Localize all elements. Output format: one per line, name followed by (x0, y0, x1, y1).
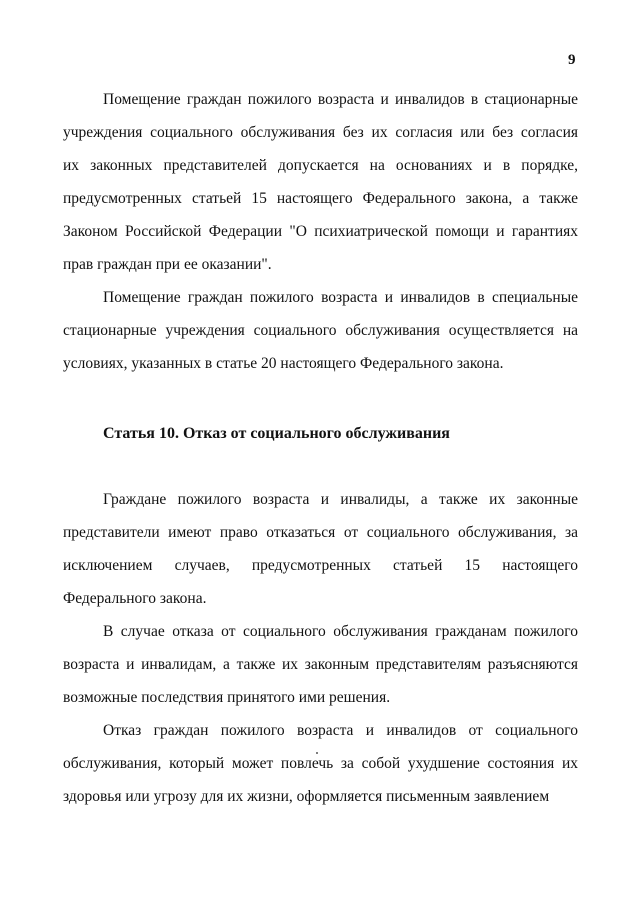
text-line: учреждения социального обслуживания без их согласия или без согласия (63, 124, 578, 141)
text-line: стационарные учреждения социального обслуживания осуществляется на (63, 322, 578, 339)
article-heading: Статья 10. Отказ от социального обслуживания (103, 425, 450, 442)
text-line: Помещение граждан пожилого возраста и инвалидов в специальные (103, 289, 578, 306)
text-line: представители имеют право отказаться от социального обслуживания, за (63, 524, 578, 541)
text-line: Законом Российской Федерации "О психиатрической помощи и гарантиях (63, 223, 578, 240)
text-line: Отказ граждан пожилого возраста и инвалидов от социального (103, 722, 578, 739)
text-line: Граждане пожилого возраста и инвалиды, а также их законные (103, 491, 578, 508)
text-line: Федерального закона. (63, 590, 207, 607)
text-line: их законных представителей допускается на основаниях и в порядке, (63, 157, 578, 174)
text-line: В случае отказа от социального обслуживания гражданам пожилого (103, 623, 578, 640)
text-line: прав граждан при ее оказании". (63, 256, 272, 273)
text-line: Помещение граждан пожилого возраста и инвалидов в стационарные (103, 91, 578, 108)
text-line: исключением случаев, предусмотренных статьей 15 настоящего (63, 557, 578, 574)
text-line: возможные последствия принятого ими решения. (63, 689, 391, 706)
text-line: здоровья или угрозу для их жизни, оформляется письменным заявлением (63, 788, 550, 805)
text-line: условиях, указанных в статье 20 настоящего Федерального закона. (63, 355, 504, 372)
text-line: обслуживания, который может повлечь за собой ухудшение состояния их (63, 755, 578, 772)
text-line: предусмотренных статьей 15 настоящего Федерального закона, а также (63, 190, 578, 207)
scan-speck (316, 752, 318, 754)
text-line: возраста и инвалидам, а также их законным представителям разъясняются (63, 656, 578, 673)
page-number: 9 (568, 52, 576, 68)
